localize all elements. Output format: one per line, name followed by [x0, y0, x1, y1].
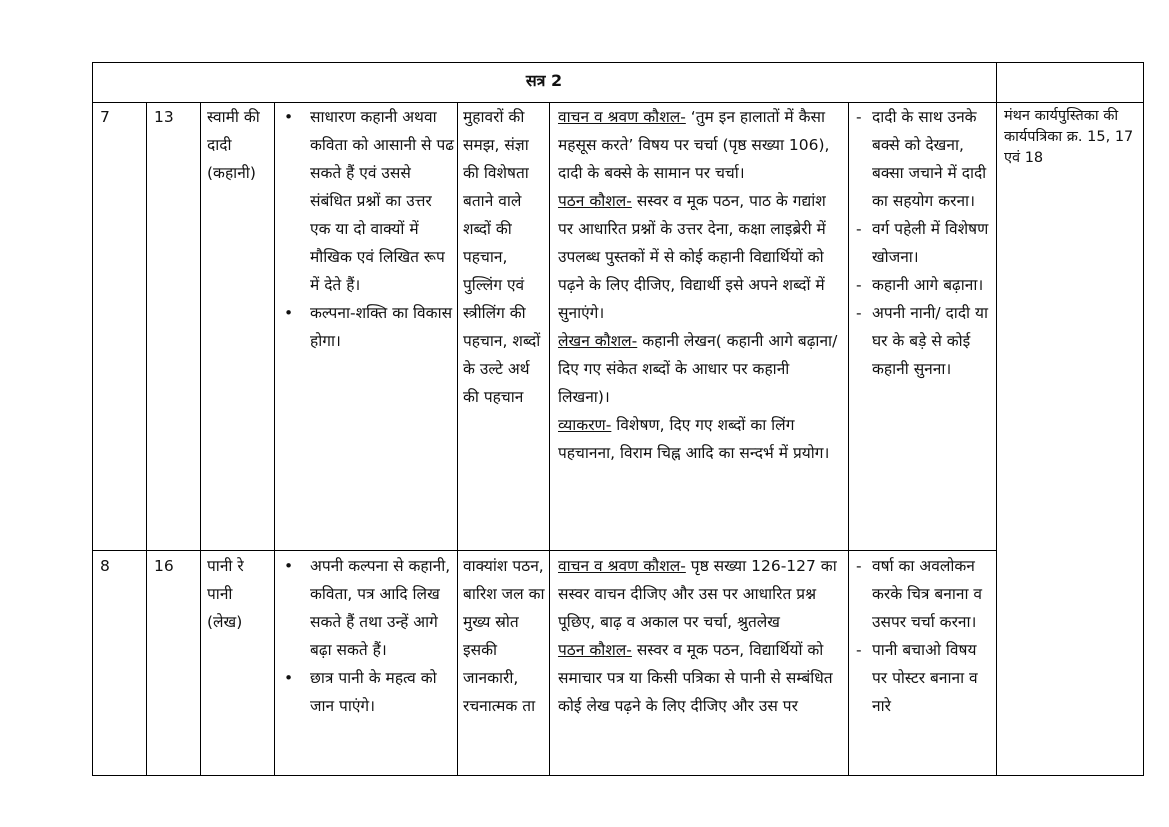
row-1-skill-writing: लेखन कौशल- कहानी लेखन( कहानी आगे बढ़ाना/दिए गए संकेत शब्दों के आधार पर कहानी लिखना)।: [558, 332, 838, 406]
row-1-skill-reading: पठन कौशल- सस्वर व मूक पठन, पाठ के गद्यांश पर आधारित प्रश्नों के उत्तर देना, कक्षा लाइब्रेरी में उपलब्ध पुस्तकों में से कोई कहानी विद्यार्थियों को पढ़ने के लिए दीजिए, विद्यार्थी इसे अपने शब्दों में सुनाएंगे।: [558, 192, 826, 322]
col-divider-2: [200, 102, 201, 776]
row-1-activity-1: - दादी के साथ उनके बक्से को देखना, बक्सा जचाने में दादी का सहयोग करना।: [850, 103, 993, 215]
col-divider-6: [848, 102, 849, 776]
row-2-activity-1: - वर्षा का अवलोकन करके चित्र बनाना व उसपर चर्चा करना।: [850, 552, 993, 636]
row-2-lesson: पानी रे पानी (लेख): [207, 557, 244, 631]
table-right-border: [1143, 62, 1144, 776]
workbook-reference: मंथन कार्यपुस्तिका की कार्यपत्रिका क्र. 15, 17 एवं 18: [1004, 108, 1134, 166]
row-1-activity-4: - अपनी नानी/ दादी या घर के बड़े से कोई कहानी सुनना।: [850, 299, 993, 383]
row-2-skill-listening: वाचन व श्रवण कौशल- पृष्ठ सख्या 126-127 का सस्वर वाचन दीजिए और उस पर आधारित प्रश्न पूछिए, बाढ़ व अकाल पर चर्चा, श्रुतलेख: [558, 557, 837, 631]
row-1-outcome-1: • साधारण कहानी अथवा कविता को आसानी से पढ सकते हैं एवं उससे संबंधित प्रश्नों का उत्तर एक या दो वाक्यों में मौखिक एवं लिखित रूप में देते हैं।: [276, 103, 454, 299]
row-divider: [92, 550, 996, 551]
col-divider-7: [996, 62, 997, 776]
row-1-lesson: स्वामी की दादी (कहानी): [207, 108, 260, 182]
row-2-outcomes: [276, 552, 454, 720]
row-1-activity-2: - वर्ग पहेली में विशेषण खोजना।: [850, 215, 993, 271]
col-divider-5: [549, 102, 550, 776]
session-title: सत्र 2: [525, 71, 563, 90]
row-1-outcome-2: • कल्पना-शक्ति का विकास होगा।: [276, 299, 454, 355]
row-2-skills: [558, 552, 844, 774]
row-2-skill-reading: पठन कौशल- सस्वर व मूक पठन, विद्यार्थियों को समाचार पत्र या किसी पत्रिका से पानी से सम्बंधित कोई लेख पढ़ने के लिए दीजिए और उस पर: [558, 641, 833, 715]
row-2-activity-2: - पानी बचाओ विषय पर पोस्टर बनाना व नारे: [850, 636, 993, 720]
table-bottom-border: [92, 775, 1144, 776]
row-1-week: 13: [154, 108, 174, 126]
row-1-outcomes: [276, 103, 454, 355]
table-top-border: [92, 62, 1144, 63]
row-1-skill-grammar: व्याकरण- विशेषण, दिए गए शब्दों का लिंग पहचानना, विराम चिह्न आदि का सन्दर्भ में प्रयोग।: [558, 416, 830, 462]
row-2-week: 16: [154, 557, 174, 575]
col-divider-3: [274, 102, 275, 776]
col-divider-4: [457, 102, 458, 776]
row-2-activities: [850, 552, 993, 774]
row-2-outcome-2: • छात्र पानी के महत्व को जान पाएंगे।: [276, 664, 454, 720]
row-1-skill-listening: वाचन व श्रवण कौशल- ‘तुम इन हालातों में कैसा महसूस करते’ विषय पर चर्चा (पृष्ठ सख्या 106), दादी के बक्से के सामान पर चर्चा।: [558, 108, 830, 182]
row-2-outcome-1: • अपनी कल्पना से कहानी, कविता, पत्र आदि लिख सकते हैं तथा उन्हें आगे बढ़ा सकते हैं।: [276, 552, 454, 664]
row-1-concepts: मुहावरों की समझ, संज्ञा की विशेषता बताने वाले शब्दों की पहचान, पुल्लिंग एवं स्त्रीलिंग की पहचान, शब्दों के उल्टे अर्थ की पहचान: [463, 108, 541, 406]
table-left-border: [92, 62, 93, 776]
row-1-skills: [558, 103, 844, 467]
row-1-activity-3: - कहानी आगे बढ़ाना।: [850, 271, 993, 299]
row-2-number: 8: [100, 557, 110, 575]
row-1-number: 7: [100, 108, 110, 126]
col-divider-1: [146, 102, 147, 776]
row-2-concepts: वाक्यांश पठन, बारिश जल का मुख्य स्रोत इसकी जानकारी, रचनात्मक ता: [463, 557, 545, 715]
row-1-activities: [850, 103, 993, 383]
